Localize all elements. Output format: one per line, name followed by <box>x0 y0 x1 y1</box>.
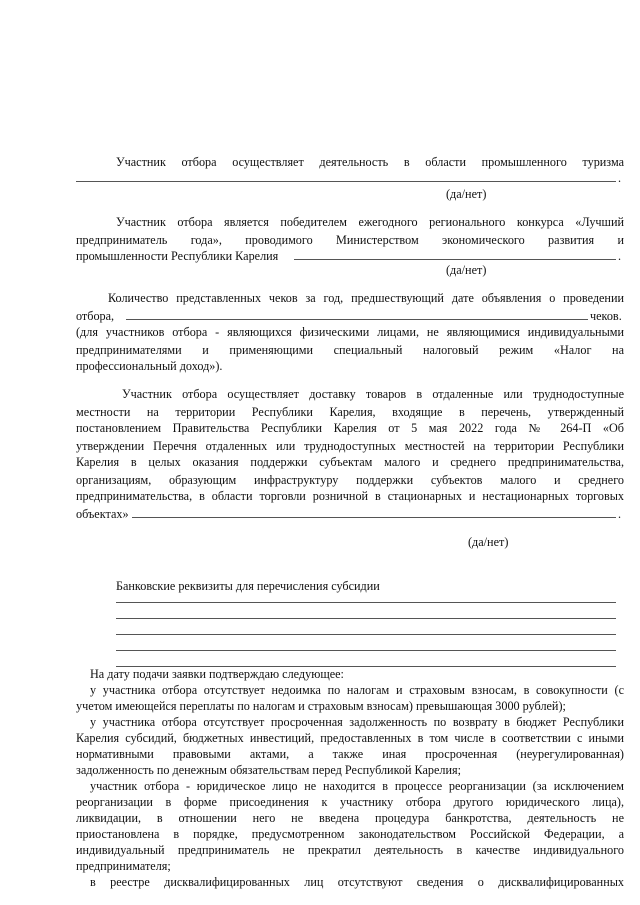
p2-period: . <box>618 249 622 263</box>
p4-line-1: местности на территории Республики Карелия, входящие в перечень, утвержденный <box>76 405 624 419</box>
bank-label: Банковские реквизиты для перечисления субсидии <box>116 579 380 593</box>
p3-line2-prefix: отбора, <box>76 309 115 323</box>
p4-period: . <box>618 507 622 521</box>
p3-line5: профессиональный доход»). <box>76 359 223 373</box>
p4-last-line <box>76 506 624 522</box>
confirm-item-2-line-4: индивидуальный предприниматель не прекратил деятельность в качестве индивидуального <box>76 843 624 857</box>
p4-line-4: Карелия в целых оказания поддержки субъектам малого и среднего предпринимательства, <box>76 455 624 469</box>
confirm-item-1-line-2: нормативными правовыми актами, а также иная просроченная (неурегулированная) <box>76 747 624 761</box>
p4-answer-line[interactable] <box>132 517 616 518</box>
confirm-intro: На дату подачи заявки подтверждаю следующее: <box>90 667 344 681</box>
p2-line2: предприниматель года», проводимого Министерством экономического развития и <box>76 233 624 247</box>
p3-count-line[interactable] <box>126 319 588 320</box>
p1-period: . <box>618 171 622 185</box>
bank-line-4[interactable] <box>116 650 616 651</box>
confirm-item-2-line-3: приостановлена в порядке, предусмотренном законодательством Российской Федерации, а <box>76 827 624 841</box>
p4-caption: (да/нет) <box>468 535 509 549</box>
p3-line4: предпринимателями и применяющими специальный налоговый режим «Налог на <box>76 343 624 357</box>
p4-line-0: Участник отбора осуществляет доставку товаров в отдаленные или труднодоступные <box>122 387 624 401</box>
p4-line-5: организациям, образующим инфраструктуру поддержки субъектов малого и среднего <box>76 473 624 487</box>
bank-line-2[interactable] <box>116 618 616 619</box>
p2-line3 <box>76 248 624 264</box>
p4-line-3: утверждении Перечня отдаленных или труднодоступных местностей на территории Республики <box>76 439 624 453</box>
p2-line3-prefix: промышленности Республики Карелия <box>76 249 279 263</box>
confirm-item-2-line-2: ликвидации, в отношении него не введена процедура банкротства, деятельность не <box>76 811 624 825</box>
p4-line-6: предпринимательства, в области торговли розничной в стационарных и нестационарных торговых <box>76 489 624 503</box>
confirm-item-0-line-1: учетом имеющейся переплаты по налогам и страховым взносам) превышающая 3000 рублей); <box>76 699 566 713</box>
p4-last-prefix: объектах» <box>76 507 129 521</box>
p4-line-2: постановлением Правительства Республики Карелия от 5 мая 2022 года № 264-П «Об <box>76 421 624 435</box>
p2-line1: Участник отбора является победителем ежегодного регионального конкурса «Лучший <box>116 215 624 229</box>
p3-line2-suffix: чеков. <box>590 309 622 323</box>
confirm-item-1-line-0: у участника отбора отсутствует просроченная задолженность по возврату в бюджет Республики <box>90 715 624 729</box>
confirm-item-1-line-1: Карелия субсидий, бюджетных инвестиций, предоставленных в том числе в соответствии с иными <box>76 731 624 745</box>
p2-answer-line[interactable] <box>294 259 616 260</box>
bank-line-3[interactable] <box>116 634 616 635</box>
bank-line-1[interactable] <box>116 602 616 603</box>
p1-caption: (да/нет) <box>446 187 487 201</box>
p3-line3: (для участников отбора - являющихся физическими лицами, не являющимися индивидуальными <box>76 325 624 339</box>
confirm-item-2-line-1: реорганизации в форме присоединения к участнику отбора другого юридического лица), <box>76 795 624 809</box>
p1-answer-line[interactable] <box>76 181 616 182</box>
p2-caption: (да/нет) <box>446 263 487 277</box>
confirm-item-1-line-3: задолженность по денежным обязательствам перед Республикой Карелия; <box>76 763 462 777</box>
p3-line2 <box>76 308 624 324</box>
confirm-item-2-line-5: предпринимателя; <box>76 859 171 873</box>
p3-line1: Количество представленных чеков за год, предшествующий дате объявления о проведении <box>108 291 624 305</box>
p1-line1: Участник отбора осуществляет деятельность в области промышленного туризма <box>116 155 624 169</box>
confirm-item-2-line-0: участник отбора - юридическое лицо не находится в процессе реорганизации (за исключением <box>90 779 624 793</box>
confirm-item-0-line-0: у участника отбора отсутствует недоимка по налогам и страховым взносам, в совокупности (с <box>90 683 624 697</box>
confirm-item-3-line-0: в реестре дисквалифицированных лиц отсутствуют сведения о дисквалифицированных <box>90 875 624 889</box>
